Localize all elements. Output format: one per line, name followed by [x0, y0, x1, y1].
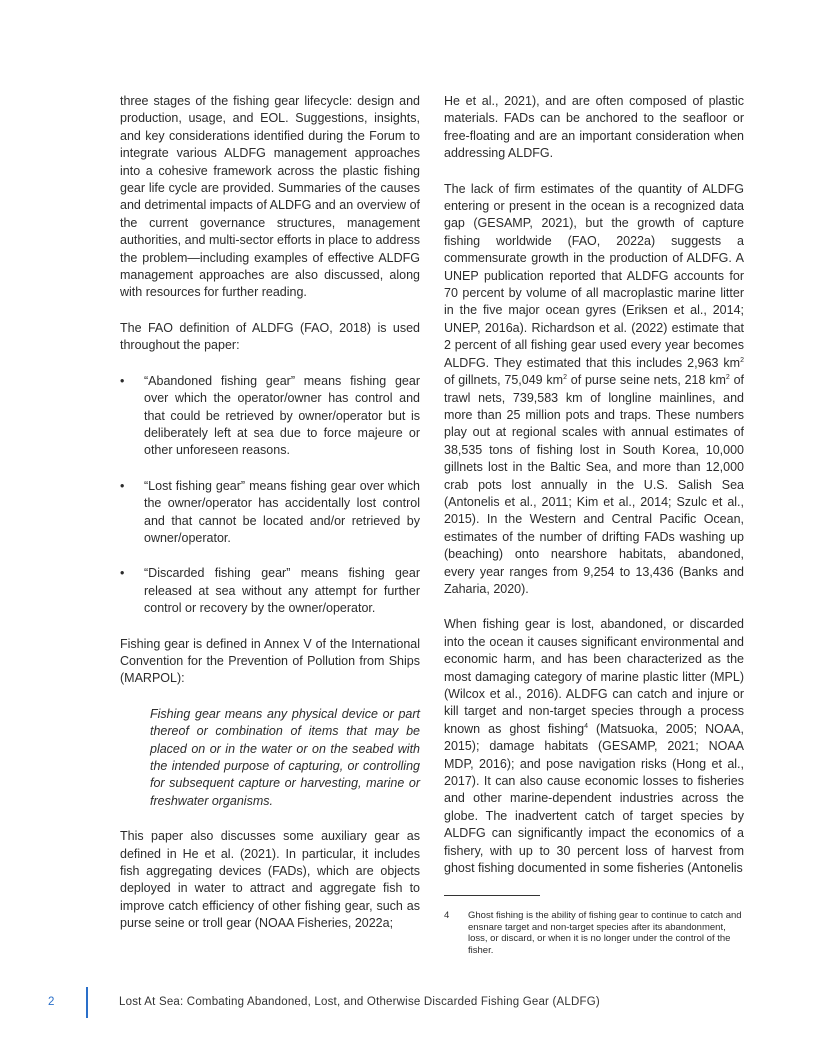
body-paragraph: When fishing gear is lost, abandoned, or discarded into the ocean it causes significant environmental and economic harm, and has been characterized as the most damaging category of marine plastic litter (MPL) (Wilcox et al., 2016). ALDFG can catch and injure or kill target and non-target species through a process known as ghost fishing$^4$ (Matsuoka, 2005; NOAA, 2015); damage habitats (GESAMP, 2021; NOAA MDP, 2016); and pose navigation risks (Hong et al., 2017). It can also cause economic losses to fisheries and other marine-dependent industries across the globe. The inadvertent catch of target species by ALDFG can significantly impact the economics of a fishery, with up to 30 percent loss of harvest from ghost fishing documented in some fisheries (Antonelis [444, 617, 744, 876]
body-paragraph: three stages of the fishing gear lifecycle: design and production, usage, and EOL. Suggestions, insights, and key considerations identified during the Forum to integrate various ALDFG management approaches into a cohesive framework across the plastic fishing gear life cycle are provided. Summaries of the causes and detrimental impacts of ALDFG and an overview of the current governance structures, management authorities, and multi-sector efforts in place to address the problem—including examples of effective ALDFG management approaches are also discussed, along with resources for further reading. [120, 94, 420, 300]
body-paragraph: This paper also discusses some auxiliary gear as defined in He et al. (2021). In particular, it includes fish aggregating devices (FADs), which are objects deployed in water to attract and aggregate fish to improve catch efficiency of other fishing gear, such as purse seine or troll gear (NOAA Fisheries, 2022a; [120, 829, 420, 931]
bullet-icon: • [120, 566, 125, 581]
body-paragraph: Fishing gear is defined in Annex V of the International Convention for the Prevention of Pollution from Ships (MARPOL): [120, 636, 420, 686]
list-item-text: “Lost fishing gear” means fishing gear over which the owner/operator has accidentally lost control and that cannot be located and/or retrieved by owner/operator. [144, 478, 420, 545]
page-number: 2 [48, 996, 55, 1008]
footnote [444, 910, 744, 956]
right-column [444, 93, 744, 956]
bullet-icon: • [120, 373, 125, 388]
body-paragraph: He et al., 2021), and are often composed of plastic materials. FADs can be anchored to the seafloor or free-floating and are an important consideration when addressing ALDFG. [444, 94, 744, 161]
footnote-reference[interactable]: 4 [584, 722, 588, 730]
list-item [120, 478, 420, 548]
list-item-text: “Discarded fishing gear” means fishing gear released at sea without any attempt for further control or recovery by the owner/operator. [144, 566, 420, 616]
page-footer [0, 996, 816, 1016]
footnote-number: 4 [444, 910, 450, 922]
left-column [120, 93, 420, 933]
superscript: 2 [725, 373, 730, 381]
footer-divider [86, 987, 88, 1018]
bullet-icon: • [120, 478, 125, 493]
list-item-text: “Abandoned fishing gear” means fishing gear over which the operator/owner has control and that could be retrieved by owner/operator but is deliberately left at sea due to force majeure or other unforeseen reasons. [144, 373, 420, 458]
body-paragraph: The lack of firm estimates of the quantity of ALDFG entering or present in the ocean is a recognized data gap (GESAMP, 2021), but the growth of capture fishing worldwide (FAO, 2022a) suggests a commensurate growth in the production of ALDFG. A UNEP publication reported that ALDFG accounts for 70 percent by volume of all macroplastic marine litter in the five major ocean gyres (Eriksen et al., 2014; UNEP, 2016a). Richardson et al. (2022) estimate that 2 percent of all fishing gear used every year becomes ALDFG. They estimated that this includes 2,963 $km^2$ of gillnets, 75,049 $km^2$ of purse seine nets, 218 $km^2$ of trawl nets, 739,583 km of longline mainlines, and more than 25 million pots and traps. These numbers play out at regional scales with annual estimates of 38,535 tons of fishing lost in South Korea, 10,000 gillnets lost in the Baltic Sea, and more than 12,000 crab pots lost annually in the U.S. Salish Sea (Antonelis et al., 2011; Kim et al., 2014; Szulc et al., 2015). In the Western and Central Pacific Ocean, estimates of the number of drifting FADs washing up (beaching) onto nearshore habitats, abandoned, every year ranges from 9,254 to 13,436 (Banks and Zaharia, 2020). [444, 181, 744, 596]
definition-list [120, 373, 420, 618]
footnote-divider [444, 895, 540, 896]
block-quote: Fishing gear means any physical device or part thereof or combination of items that may be placed on or in the water or on the seabed with the intended purpose of capturing, or controlling for subsequent capture or harvesting, marine or freshwater organisms. [150, 706, 420, 808]
body-paragraph: The FAO definition of ALDFG (FAO, 2018) is used throughout the paper: [120, 320, 420, 353]
footer-title: Lost At Sea: Combating Abandoned, Lost, and Otherwise Discarded Fishing Gear (ALDFG) [119, 996, 600, 1008]
list-item [120, 373, 420, 460]
superscript: 2 [740, 356, 744, 364]
list-item [120, 565, 420, 617]
footnote-text: Ghost fishing is the ability of fishing gear to continue to catch and ensnare target and non-target species after its abandonment, loss, or discard, or when it is no longer under the control of the fisher. [468, 910, 742, 956]
superscript: 2 [563, 373, 567, 381]
